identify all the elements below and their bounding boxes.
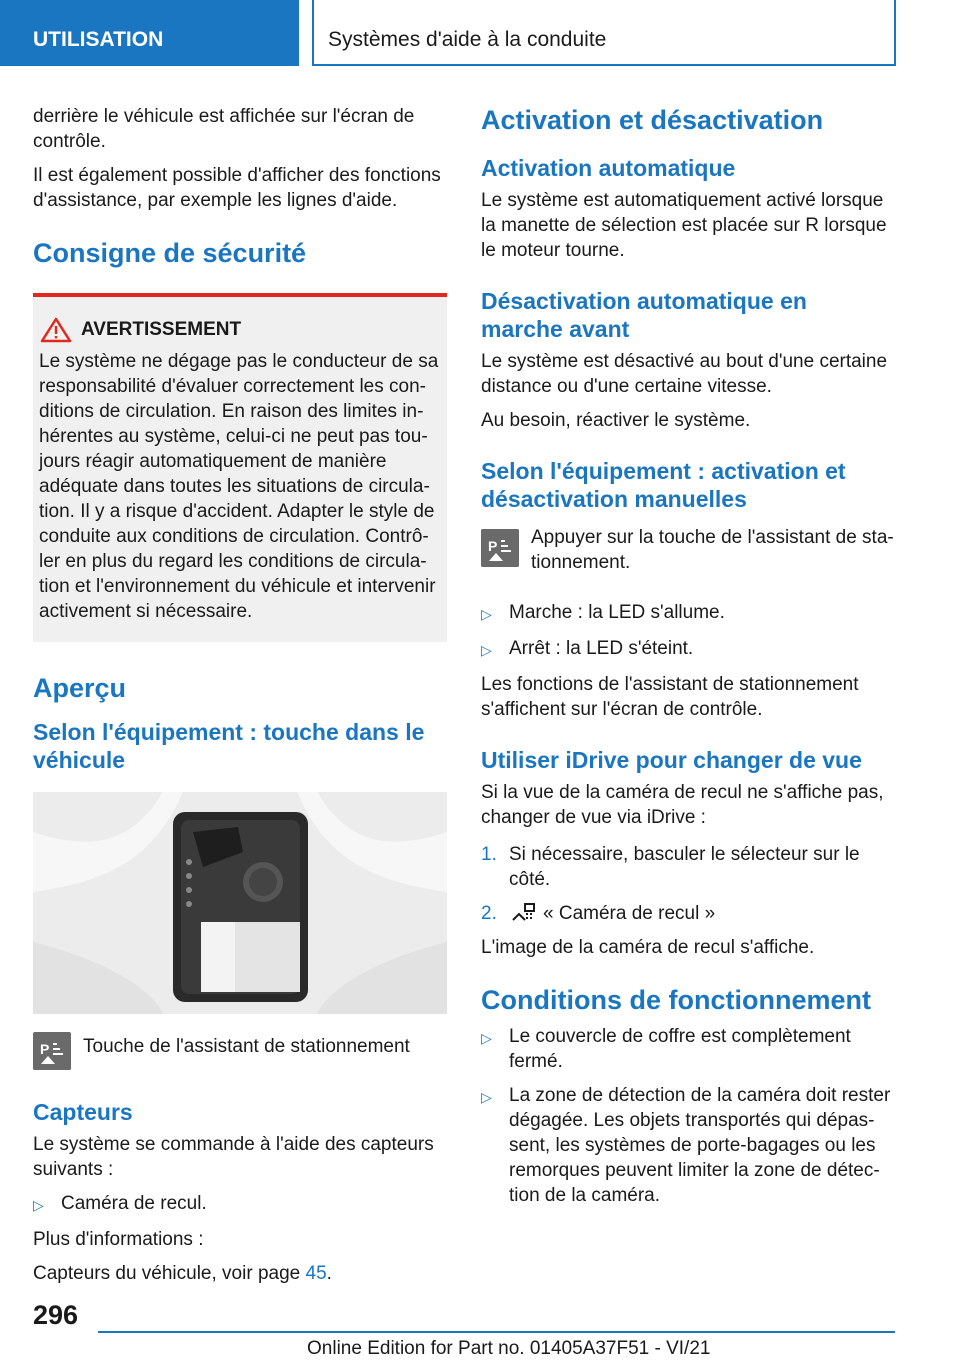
paragraph: derrière le véhicule est affichée sur l'écran de contrôle.: [33, 106, 415, 152]
heading-auto-deactivation: Désactivation automatique en marche avant: [481, 288, 807, 342]
heading-conditions: Conditions de fonctionnement: [481, 985, 871, 1015]
bullet-triangle-icon: ▷: [481, 1089, 492, 1105]
heading-safety: Consigne de sécurité: [33, 238, 307, 268]
footer-edition: Online Edition for Part no. 01405A37F51 - VI/21: [307, 1338, 711, 1359]
step-number: 1.: [481, 844, 497, 865]
bullet-triangle-icon: ▷: [481, 1030, 492, 1046]
svg-text:P: P: [488, 538, 498, 554]
warning-triangle-icon: [39, 317, 73, 343]
rear-camera-icon: [511, 902, 537, 922]
instruction-text: Appuyer sur la touche de l'assistant de stationnement.: [531, 527, 894, 573]
paragraph: Les fonctions de l'assistant de stationnement s'affichent sur l'écran de contrôle.: [481, 674, 859, 720]
page-link[interactable]: 45: [305, 1263, 327, 1284]
list-item: ▷ Arrêt : la LED s'éteint.: [481, 636, 895, 663]
caption-text: Touche de l'assistant de stationnement: [83, 1036, 410, 1057]
step-number: 2.: [481, 903, 497, 924]
list-item: ▷ Marche : la LED s'allume.: [481, 600, 895, 627]
paragraph: Il est également possible d'afficher des fonctions d'assistance, par exemple les lignes d'aide.: [33, 165, 441, 211]
manual-instruction: [481, 529, 895, 584]
paragraph: Si la vue de la caméra de recul ne s'affiche pas, changer de vue via iDrive :: [481, 782, 884, 828]
paragraph: Plus d'informations :: [33, 1229, 204, 1250]
center-console-image: [33, 792, 447, 1014]
heading-activation: Activation et désactivation: [481, 105, 824, 135]
paragraph: Le système est automatiquement activé lorsque la manette de sélection est placée sur R lorsque le moteur tourne.: [481, 190, 887, 261]
parking-assistant-caption: [33, 1032, 447, 1070]
bullet-triangle-icon: ▷: [481, 606, 492, 622]
list-item: ▷ Caméra de recul.: [33, 1191, 447, 1218]
cross-reference: Capteurs du véhicule, voir page 45.: [33, 1263, 332, 1284]
heading-sensors: Capteurs: [33, 1099, 133, 1125]
paragraph: Le système est désactivé au bout d'une certaine distance ou d'une certaine vitesse.: [481, 351, 888, 397]
console-illustration: [33, 792, 447, 1014]
list-item: 1. Si nécessaire, basculer le sélecteur sur le côté.: [481, 844, 860, 890]
paragraph: L'image de la caméra de recul s'affiche.: [481, 937, 815, 958]
paragraph: Au besoin, réactiver le système.: [481, 410, 751, 431]
left-column: [33, 104, 447, 1295]
warning-header: [39, 317, 441, 343]
list-item: ▷ Le couvercle de coffre est complètement fermé.: [481, 1026, 851, 1072]
header-section: [0, 0, 299, 66]
warning-text: Le système ne dégage pas le conducteur de sa responsabilité d'évaluer correctement les conditions de circulation. En raison des limites inhérentes au système, celui-ci ne peut pas toujours réagir automatiquement de manière adéquate dans toutes les situations de circulation. Il y a risque d'accident. Adapter le style de conduite aux conditions de circulation. Contrôler en plus du regard les conditions de circulation et l'environnement du véhicule et intervenir activement si nécessaire.: [39, 351, 439, 622]
warning-title: AVERTISSEMENT: [81, 319, 242, 340]
header-chapter: [312, 0, 896, 66]
section-title: UTILISATION: [33, 28, 164, 51]
list-item: 2. « Caméra de recul »: [481, 903, 716, 924]
list-item: ▷ La zone de détection de la caméra doit rester dégagée. Les objets transportés qui dépassent, les systèmes de porte-bagages ou les remorques peuvent limiter la zone de détection de la caméra.: [481, 1085, 891, 1206]
heading-auto-activation: Activation automatique: [481, 155, 736, 181]
heading-button-location: Selon l'équipement : touche dans le véhicule: [33, 719, 425, 773]
paragraph: Le système se commande à l'aide des capteurs suivants :: [33, 1134, 434, 1180]
parking-assistant-button-icon: [33, 1032, 71, 1070]
chapter-title: Systèmes d'aide à la conduite: [328, 28, 607, 51]
svg-text:P: P: [40, 1041, 50, 1057]
page-number: 296: [33, 1300, 79, 1330]
parking-assistant-button-icon: [481, 529, 519, 567]
heading-manual: Selon l'équipement : activation et désactivation manuelles: [481, 458, 846, 512]
heading-overview: Aperçu: [33, 673, 127, 703]
heading-idrive: Utiliser iDrive pour changer de vue: [481, 747, 862, 773]
warning-box: [33, 293, 447, 642]
footer-rule: [98, 1331, 895, 1333]
right-column: [481, 104, 895, 1217]
bullet-triangle-icon: ▷: [481, 642, 492, 658]
bullet-triangle-icon: ▷: [33, 1197, 44, 1213]
